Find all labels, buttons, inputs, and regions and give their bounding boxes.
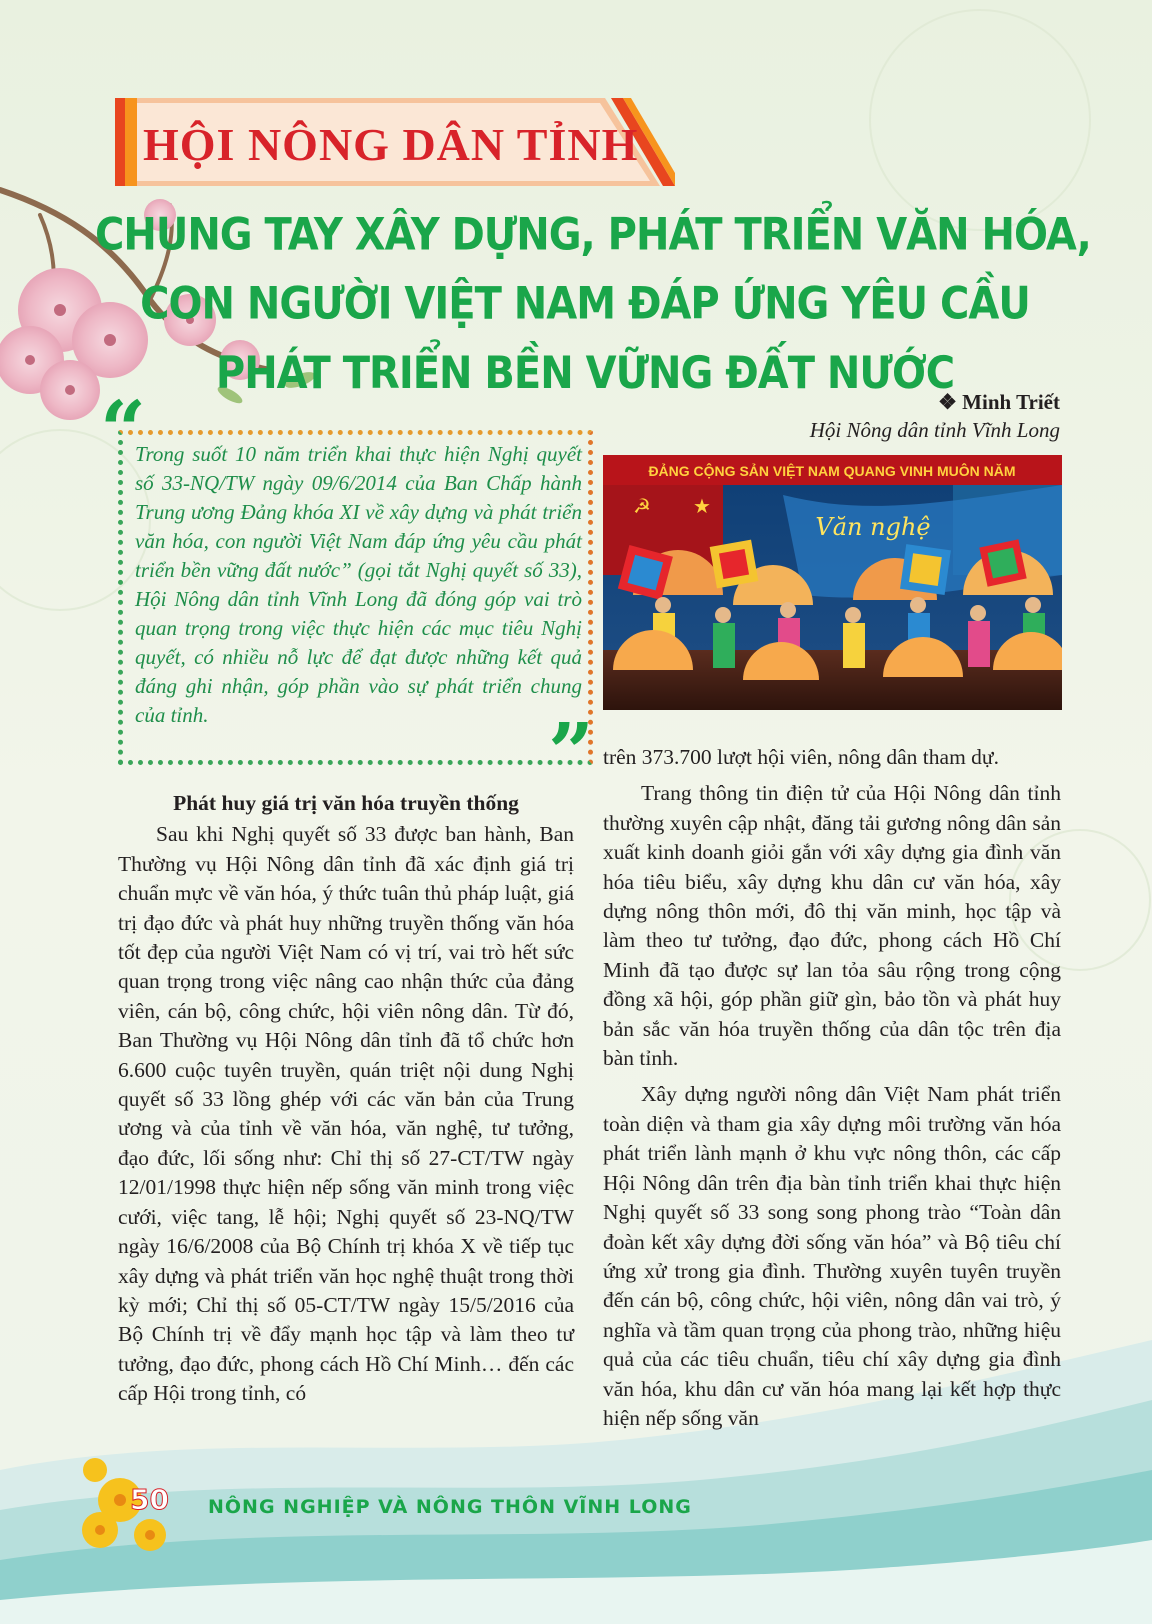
right-column xyxy=(603,743,1061,1440)
body-paragraph: Trang thông tin điện tử của Hội Nông dân tỉnh thường xuyên cập nhật, đăng tải gương nông dân sản xuất kinh doanh giỏi gắn với xây dựng gia đình văn hóa tiêu biểu, xây dựng khu dân cư văn hóa, xây dựng nông thôn mới, đô thị văn minh, học tập và làm theo tư tưởng, đạo đức, phong cách Hồ Chí Minh đã tạo được sự lan tỏa sâu rộng trong cộng đồng xã hội, góp phần giữ gìn, bảo tồn và phát huy bản sắc văn hóa truyền thống của dân tộc trên địa bàn tỉnh. xyxy=(603,781,1061,1071)
body-paragraph: Sau khi Nghị quyết số 33 được ban hành, Ban Thường vụ Hội Nông dân tỉnh đã xác định giá trị chuẩn mực về văn hóa, ý thức tuân thủ pháp luật, giá trị đạo đức và phát huy những truyền thống văn hóa tốt đẹp của người Việt Nam có vị trí, vai trò hết sức quan trọng trong việc nâng cao nhận thức của đảng viên, cán bộ, công chức, hội viên nông dân. Từ đó, Ban Thường vụ Hội Nông dân tỉnh đã tổ chức hơn 6.600 cuộc tuyên truyền, quán triệt nội dung Nghị quyết số 33 lồng ghép với các văn bản của Trung ương và của tỉnh về văn hóa, văn nghệ, tư tưởng, đạo đức, lối sống như: Chỉ thị số 27-CT/TW ngày 12/01/1998 thực hiện nếp sống văn minh trong việc cưới, việc tang, lễ hội; Nghị quyết số 23-NQ/TW ngày 16/6/2008 của Bộ Chính trị khóa X về tiếp tục xây dựng và phát triển văn học nghệ thuật trong thời kỳ mới; Chỉ thị số 05-CT/TW ngày 15/5/2016 của Bộ Chính trị về đẩy mạnh học tập và làm theo tư tưởng, đạo đức, phong cách Hồ Chí Minh… đến các cấp Hội trong tỉnh, có xyxy=(118,822,574,1406)
left-column xyxy=(118,789,574,1409)
close-quote-icon: ” xyxy=(548,705,595,799)
byline xyxy=(810,388,1060,444)
publication-title: NÔNG NGHIỆP VÀ NÔNG THÔN VĨNH LONG xyxy=(208,1496,692,1518)
headline-line-2: CON NGƯỜI VIỆT NAM ĐÁP ỨNG YÊU CẦU xyxy=(140,278,1030,330)
open-quote-icon: “ xyxy=(100,383,147,477)
photo-banner: ĐẢNG CỘNG SẢN VIỆT NAM QUANG VINH MUÔN NĂM xyxy=(648,463,1016,479)
headline-line-3: PHÁT TRIỂN BỀN VỮNG ĐẤT NƯỚC xyxy=(215,347,955,400)
body-paragraph-continuation: trên 373.700 lượt hội viên, nông dân tham dự. xyxy=(603,745,999,769)
page-number: 50 xyxy=(130,1483,169,1516)
author-organization: Hội Nông dân tỉnh Vĩnh Long xyxy=(809,418,1060,442)
svg-text:☭: ☭ xyxy=(633,496,651,518)
photo-screen-text: Văn nghệ xyxy=(815,513,931,541)
body-paragraph: Xây dựng người nông dân Việt Nam phát triển toàn diện và tham gia xây dựng môi trường văn hóa phát triển lành mạnh ở khu vực nông thôn, các cấp Hội Nông dân trên địa bàn tỉnh triển khai thực hiện Nghị quyết số 33 song song phong trào “Toàn dân đoàn kết xây dựng đời sống văn hóa” và Bộ tiêu chí ứng xử trong gia đình. Thường xuyên tuyên truyền đến cán bộ, công chức, hội viên, nông dân vai trò, ý nghĩa và tầm quan trọng của phong trào, những hiệu quả của các tiêu chuẩn, tiêu chí xây dựng gia đình văn hóa, khu dân cư văn hóa mang lại kết hợp thực hiện nếp sống văn xyxy=(603,1082,1061,1430)
section-tag: HỘI NÔNG DÂN TỈNH xyxy=(143,119,639,170)
lead-paragraph: Trong suốt 10 năm triển khai thực hiện Nghị quyết số 33-NQ/TW ngày 09/6/2014 của Ban Chấp hành Trung ương Đảng khóa XI về xây dựng và phát triển văn hóa, con người Việt Nam đáp ứng yêu cầu phát triển bền vững đất nước” (gọi tắt Nghị quyết số 33), Hội Nông dân tỉnh Vĩnh Long đã đóng góp vai trò quan trọng trong việc thực hiện các mục tiêu Nghị quyết, có nhiều nỗ lực để đạt được những kết quả đáng ghi nhận, góp phần vào sự phát triển chung của tỉnh. xyxy=(135,442,582,727)
svg-text:★: ★ xyxy=(693,496,711,518)
section-subheading: Phát huy giá trị văn hóa truyền thống xyxy=(173,791,519,815)
headline-line-1: CHUNG TAY XÂY DỰNG, PHÁT TRIỂN VĂN HÓA, xyxy=(95,208,1091,261)
performance-photo xyxy=(603,455,1062,710)
article-headline xyxy=(95,200,1091,408)
author-name: ❖ Minh Triết xyxy=(938,390,1060,414)
